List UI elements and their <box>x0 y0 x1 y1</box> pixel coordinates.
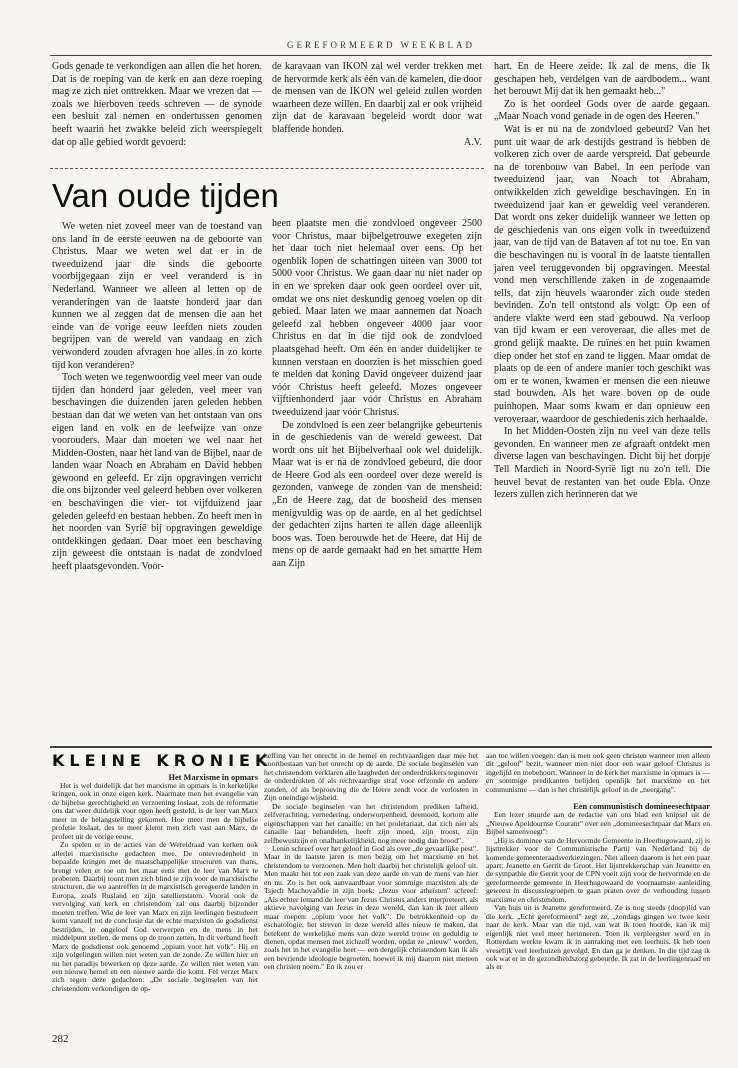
section-rule <box>50 746 712 748</box>
running-title: GEREFORMEERD WEEKBLAD <box>286 40 476 50</box>
paragraph: heffing van het onrecht in de hemel en rechtvaardigen daar mee het voortbestaan van het onrecht op de aarde. De sociale beginselen van het christendom verklaren alle laagheden der onderdrukkers tegenover de onderdrukten óf als rechtvaardige straf voor erfzonde en andere zonden, óf als beproeving die de Heere zendt voor de verlosten in Zijn oneindige wijsheid. <box>264 751 479 803</box>
paragraph: De zondvloed is een zeer belangrijke gebeurtenis in de geschiedenis van de wereld geweest. Dat wordt ons uit het Bijbelverhaal ook wel duidelijk. Maar wat is er na de zondvloed gebeurd, die door de Heere God als een oordeel over deze wereld is gezonden, vanwege de zonden van de mensheid: „En de Heere zag, dat de boosheid des mensen menigvuldig was op de aarde, en al het gedichtsel der gedachten zijns harten te allen dage alleenlijk boos was. Toen berouwde het de Heere, dat Hij de mens op de aarde gemaakt had en het smartte Hem aan Zijn <box>272 419 482 570</box>
article-title: Van oude tijden <box>52 177 279 214</box>
dashed-divider <box>50 168 484 169</box>
article-col2 <box>272 218 482 571</box>
paragraph: Een lezer stuurde aan de redactie van ons blad een knipsel uit de „Nieuwe Apeldoornse Courant" over een „domineesechtpaar dat Marx en Bijbel samenvoegt": <box>486 810 710 837</box>
paragraph: Zo is het oordeel Gods over de aarde gegaan. „Maar Noach vond genade in de ogen des Heeren." <box>494 98 710 123</box>
paragraph: We weten niet zoveel meer van de toestand van ons land in de eerste eeuwen na de geboorte van Christus. Maar we weten wel dat er in de tweeduizend jaar die sinds die geboorte voorbijgegaan zijn er veel veranderd is in Nederland. Wanneer we alleen al letten op de veranderingen van de laatste honderd jaar dan kunnen we al zeggen dat de mensen die aan het einde van de vorige eeuw leefden niets zouden begrijpen van de wereld van vandaag en zich verwonderd zouden afvragen hoe alles in zo korte tijd kon veranderen? <box>52 221 262 371</box>
paragraph: „Hij is dominee van de Hervormde Gemeente in Heerhugowaard, zij is lijsttrekker voor de Communistische Partij van Nederland bij de komende gemeenteraadsverkiezingen. Niet alleen daarom is het een paar apart: Jeanette en Gerrit de Groot. Het lijsttrekkerschap van Jeanette en de sympathie die Gerrit voor de CPN voelt zijn voor de hervormde en de gereformeerde gemeente in Heerhugowaard de voornaamste aanleiding geweest in discussiegroepen te gaan praten over de verhouding tussen marxisme en christendom. <box>486 835 710 904</box>
paragraph: Gods genade te verkondigen aan allen die het horen. Dat is de roeping van de kerk en aan deze roeping mag ze zich niet onttrekken. Maar we vrezen dat — zoals we hierboven reeds schreven — de synode een besluit zal nemen en ondertussen genomen heeft waarin het zwakke beleid zich weerspiegelt dat op alle gebied wordt gevoerd: <box>52 61 262 148</box>
kroniek-subtitle: Het Marxisme in opmars <box>168 773 258 782</box>
page-number: 282 <box>52 1033 69 1045</box>
previous-article-col1 <box>52 61 262 149</box>
paragraph: de karavaan van IKON zal wel verder trekken met de hervormde kerk als één van de kamelen, die door de mensen van de IKON wel geleid zullen worden waarheen deze willen. En daarbij zal er ook vrijheid zijn dat de karavaan begeleid wordt door wat blaffende honden. <box>272 61 482 135</box>
paragraph: hart. En de Heere zeide: Ik zal de mens, die Ik geschapen heb, verdelgen van de aardbodem... want het berouwt Mij dat ik hen gemaakt heb..." <box>494 61 710 98</box>
article-col3 <box>494 61 710 502</box>
kroniek-col3 <box>486 752 710 972</box>
kroniek-title: KLEINE KRONIEK <box>52 751 273 770</box>
paragraph: In het Midden-Oosten zijn nu veel van deze tells gevonden. En wanneer men ze afgraaft ontdekt men diverse lagen van beschavingen. Dicht bij het dorpje Tell Mardich in Noord-Syrië ligt nu zo'n tell. Die heuvel bevat de restanten van het oude Ebla. Onze lezers zullen zich herinneren dat we <box>494 426 710 501</box>
paragraph: Het is wel duidelijk dat het marxisme in opmars is in kerkelijke kringen, ook in onze eigen kerk. Naarmate men het evangelie van de bijbelse gerechtigheid en verzoening loslaat, zols de reformatie ons dat weer duidelijk voor ogen heeft gesteld, is de leer van Marx meer in de belangstelling gekomen. Hoe meer men de bijbelse profetie loslaat, des te meer klemt men zich vast aan Marx, de profeet uit de vorige eeuw. <box>52 781 258 841</box>
paragraph: heen plaatste men die zondvloed ongeveer 2500 voor Christus, maar bijbelgetrouwe exegeten zijn het daar toch niet helemaal over eens. Op het ogenblik lopen de schattingen uiteen van 3000 tot 5000 voor Christus. We gaan daar nu niet nader op in en we spreken daar ook geen oordeel over uit, omdat we ons niet deskundig genoeg voelen op dit gebied. Maar laten we maar aannemen dat Noach geleefd zal hebben ongeveer 4000 jaar voor Christus en dat in die tijd ook de zondvloed plaatsgehad heeft. Om één en ander duidelijker te kunnen verstaan en doorzien is het misschien goed te melden dat koning David ongeveer duizend jaar vóór Christus heeft geleefd. Mozes ongeveer vijftienhonderd jaar vóór Christus en Abraham tweeduizend jaar vóór Christus. <box>272 218 482 418</box>
kroniek-col1 <box>52 773 258 993</box>
paragraph: Lenin schreef over het geloof in God als over „de gevaarlijke pest". Maar in de laatste jaren is men bezig om het marxisme en het christendom te verzoenen. Men holt daarbij het christelijk geloof uit. Men maakt het tot een zaak van deze aarde en van de mens van hier en nu. Zo is het ook aanvaardbaar voor sommige marxisten als de Tsjech Machovaôdie in zijn boek: „Jezus voor atheïsten" schreef: „Als echter iemand de leer van Jezus Christus anders interpreteert, als aktieve navolging van Jezus in deze wereld, dan kan ik niet alleen maar roepen: „opium voor het volk". De betrokkenheid op de eschatologie, het streven in deze wereld alles nieuw te maken, dat betekent de werkelijke mens van deze wereld trouw en geduldig te dienen, opdat mensen met zichzelf worden, opdat ze „nieuw" worden, zoals het in het evangelie heet — een dergelijk christendom kan ik als een bevriende ideologie begroeten, hoewel ik mij daarom niet meteen een christen noem." En ik zou er <box>264 843 478 972</box>
paragraph: Wat is er nu na de zondvloed gebeurd? Van het punt uit waar de ark destijds gestrand is hebben de volkeren zich over de aarde verspreid. Dat gebeurde na de torenbouw van Babel. In een periode van tweeduizend jaar, van Noach tot Abraham, ontwikkelden zich geweldige beschavingen. En in tweeduizend jaar kan er geweldig veel veranderen. Dat wordt ons zeker duidelijk wanneer we letten op de geschiedenis van ons eigen volk in tweeduizend jaar, van de tijd van de Bataven af tot nu toe. En van die beschavingen nu is vooral in de laatste tientallen jaren veel teruggevonden bij opgravingen. Meestal vond men verschillende zaken in de zogenaamde tells, dat zijn heuvels waaronder zich oude steden bevinden. Zo'n tell ontstond als volgt: Op een of andere vlakte werd een stad gebouwd. Na verloop van tijd kwam er een veroveraar, die alles met de grond gelijk maakte. De ruïnes en het puin kwamen diep onder het stof en zand te liggen. Maar omdat de plaats op de een of andere manier toch geschikt was om er te wonen, kwamen er mensen die een nieuwe stad bouwden. Als het ware boven op de oude puinhopen. Maar soms kwam er dan opnieuw een veroveraar, waardoor de geschiedenis zich herhaalde. <box>494 123 710 425</box>
paragraph: aan toe willen voegen: dan is men ook geen christen wanneer men alleen dit „geloof" bezit, wanneer men niet door een waar geloof Christus is ingelijfd en toebehoort. Wanneer in de kerk het marxisme in opmars is — en sommige predikanten belijden openlijk het marxisme en het communisme — dan is het christelijk geloof in de „neergang". <box>486 751 710 794</box>
article-col1 <box>52 221 262 574</box>
header-rule <box>50 55 712 56</box>
previous-article-col2 <box>272 61 482 149</box>
author-signature: A.V. <box>463 136 482 148</box>
kroniek-col2 <box>264 752 478 972</box>
kroniek-subtitle-2: Een communistisch domineesechtpaar <box>573 802 710 812</box>
paragraph: Zo spelen er in de acties van de Wereldraad van kerken ook allerlei marxistische gedachten mee. De ontevredenheid in bepaalde kringen met de maatschappelijke structuren van thans, brengt velen er toe om het maar eens met de leer van Marx te proberen. Daarbij toont men zich blind te zijn voor de marxistische structuren, die we aantreffen in de marxistisch geregeerde landen in Europa, zoals Rusland en zijn satellietstaten. Vooral ook de vervolging van kerk en christendom zal ons daarbij bijzonder moeten treffen. Wie de leer van Marx en zijn leerlingen bestudeert komt vanzelf tot de conclusie dat de echte marxisten de godsdienst bestrijden, in ongeloof God verwerpen en de mens in het middelpunt stellen, de mens op de troon zetten. In dit verband heeft Marx de godsdienst ook genoemd „opium voor het volk". Hij en zijn volgelingen willen niet weten van de zonde. Ze willen hier en nu het paradijs bewerken op deze aarde. Ze willen niet weten van een nieuwe hemel en een nieuwe aarde die komt. Fel verzet Marx zich tegen deze gedachten: „De sociale beginselen van het christendom verkondigen de op- <box>52 840 258 993</box>
paragraph: Toch weten we tegenwoordig veel meer van oude tijden dan honderd jaar geleden, veel meer van beschavingen die duizenden jaren geleden hebben bestaan dan dat we weten van het ontstaan van ons eigen land en volk en de leefwijze van onze voorouders. Maar dan moeten we wel naar het Midden-Oosten, naar het land van de Bijbel, naar de landen waar Noach en Abraham en David hebben gewoond en geleefd. Er zijn opgravingen verricht die ons bijzonder veel geleerd hebben over volkeren en beschavingen die vier- tot vijfduizend jaar geleden geleefd en bestaan hebben. Zo heeft men in het noorden van Syrië bij opgravingen geweldige ontdekkingen gedaan. Daar moet een beschaving zijn geweest die ontstaan is nadat de zondvloed heeft plaatsgevonden. Voor- <box>52 372 262 573</box>
paragraph: Van huis uit is Jeanette gereformeerd. Ze is nog steeds (doop)lid van die kerk. „Echt gereformeerd" zegt ze, „zondags gingen we twee keer naar de kerk. Maar van die tijd, van wat ik toen hoorde, kan ik mij eigenlijk niet veel meer herinneren. Toen ik verpleegster werd en in Rotterdam werkte kwam ik in aanraking met een leerhuis. Ik heb toen vreselijk veel leerhuizen gevolgd. En dan ga je denken. In die tijd zag ik ook wat er in de gezondheidszorg gebeurde. Ik zat in de leerlingenraad en als er <box>486 903 710 972</box>
paragraph: De sociale beginselen van het christendom prediken lafheid, zelfverachting, vernedering, onderworpenheid, deemoed, kortom alle eigenschappen van het canaille; en het proletariaat, dat zich niet als canaille laat behandelen, heeft zijn moed, zijn troost, zijn zelfbewustzijn en onafhankelijkheid, nog meer nodig dan brood". <box>264 801 478 845</box>
